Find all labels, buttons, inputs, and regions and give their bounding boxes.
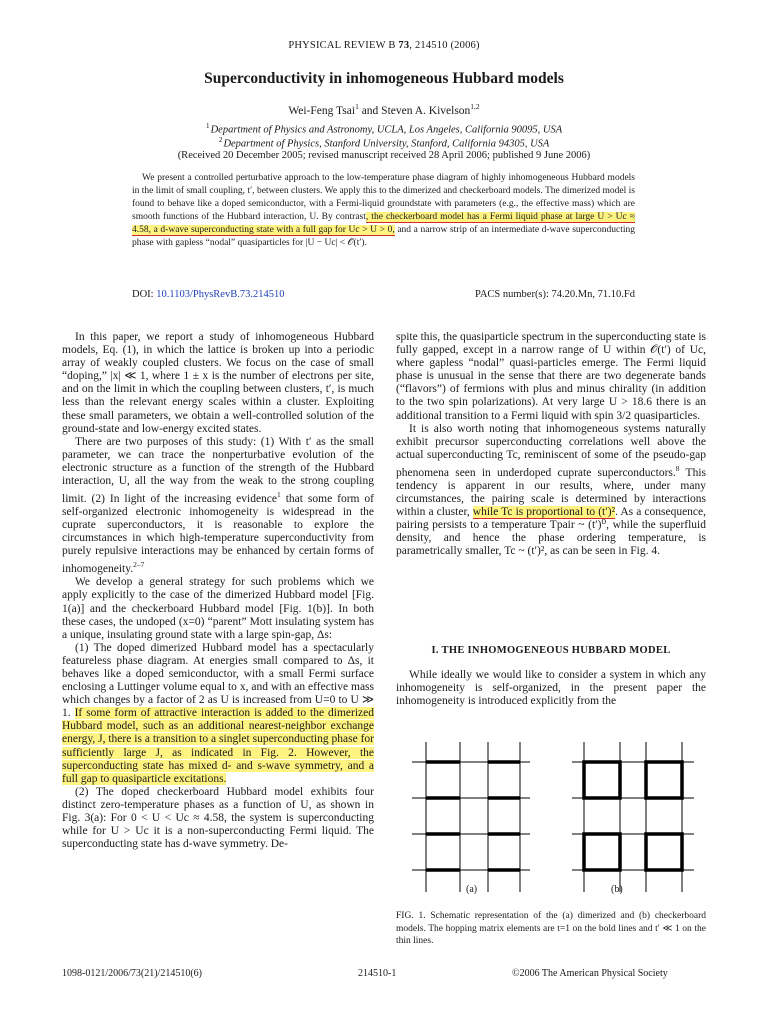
paper-title: Superconductivity in inhomogeneous Hubbard models [204, 70, 564, 87]
affiliation-1-number: 1 [205, 121, 210, 130]
author-2: Steven A. Kivelson [381, 104, 471, 117]
author-1-affil: 1 [355, 102, 359, 111]
pacs-numbers: PACS number(s): 74.20.Mn, 71.10.Fd [474, 289, 635, 300]
right-p2-text-a: It is also worth noting that inhomogeneous systems naturally exhibit precursor superconducting correlations well above the actual superconducting Tc, reminiscent of some of the pseudo-gap phenomena seen in underdoped cuprate superconductors. [396, 422, 706, 479]
figure-caption: FIG. 1. Schematic representation of the (a) dimerized and (b) checkerboard models. The hopping matrix elements are t=1 on the bold lines and t′ ≪ 1 on the thin lines. [396, 911, 706, 946]
plaquette [646, 834, 682, 870]
footer-copyright: ©2006 The American Physical Society [512, 968, 668, 979]
article-number: , 214510 (2006) [409, 40, 480, 51]
left-paragraph-1: In this paper, we report a study of inhomogeneous Hubbard models, Eq. (1), in which the lattice is broken up into a periodic array of weakly coupled clusters. We focus on the case of small “doping,” |x| ≪ 1, where 1 ± x is the number of electrons per site, and on the limit in which the coupling between clusters, t′, is much less than the relevant energy scales within a cluster. Exploiting these small parameters, we obtain a well-controlled solution of the ground-state and low-energy excited states. [62, 331, 374, 435]
footer-page-number: 214510-1 [358, 968, 397, 979]
abstract-highlight: , the checkerboard model has a Fermi liquid phase at large U > Uc ≈ 4.58, a d-wave superconducting state with a full gap for Uc > U > 0, [132, 212, 635, 235]
right-p2-text-b: This tendency is apparent in our results, where, under many circumstances, the pairing scale is determined by interactions within a cluster, [396, 466, 706, 519]
figure-label-b: (b) [611, 884, 623, 895]
dimerized-lattice [412, 742, 530, 892]
right-column-top [396, 331, 706, 558]
checkerboard-lattice [572, 742, 694, 892]
received-dates: (Received 20 December 2005; revised manuscript received 28 April 2006; published 9 June 2006) [177, 150, 591, 161]
abstract [132, 172, 635, 250]
figure-1-lattices [412, 742, 694, 902]
affiliation-2-text: Department of Physics, Stanford University, Stanford, California 94305, USA [223, 138, 550, 150]
affiliation-1-text: Department of Physics and Astronomy, UCLA, Los Angeles, California 90095, USA [210, 124, 563, 136]
right-paragraph-3: While ideally we would like to consider a system in which any inhomogeneity is self-organized, in the present paper the inhomogeneity is introduced explicitly from the [396, 669, 706, 708]
left-column [62, 331, 374, 851]
footer-issn: 1098-0121/2006/73(21)/214510(6) [62, 968, 202, 979]
citation-ref[interactable]: 1 [277, 490, 281, 500]
right-paragraph-1: spite this, the quasiparticle spectrum in the superconducting state is fully gapped, except in a narrow range of U within 𝒪(t′) of Uc, where gapless “nodal” quasi-particles emerge. The Fermi liquid phase is unusual in the sense that there are two degenerate bands (“flavors”) of fermions with plus and minus chirality (in addition to the two spin polarizations). At very large U > 18.6 there is an additional transition to a Fermi liquid with spin 3/2 quasiparticles. [396, 331, 706, 422]
plaquette [584, 834, 620, 870]
author-2-affil: 1,2 [470, 102, 480, 111]
journal-header [0, 40, 768, 51]
affiliation-2 [0, 133, 768, 151]
left-paragraph-3: We develop a general strategy for such problems which we apply explicitly to the case of the dimerized Hubbard model [Fig. 1(a)] and the checkerboard Hubbard model [Fig. 1(b)]. In both these cases, the undoped (x=0) “parent” Mott insulating system has a unique, insulating ground state with a large spin-gap, Δs: [62, 576, 374, 641]
doi-link[interactable]: 10.1103/PhysRevB.73.214510 [156, 289, 285, 300]
author-conjunction: and [358, 104, 382, 117]
left-paragraph-5: (2) The doped checkerboard Hubbard model exhibits four distinct zero-temperature phases as a function of U, as shown in Fig. 3(a): For 0 < U < Uc ≈ 4.58, the system is superconducting while for U > Uc it is a non-superconducting Fermi liquid. The superconducting state has d-wave symmetry. De- [62, 785, 374, 851]
author-1: Wei-Feng Tsai [288, 104, 356, 117]
right-paragraph-2 [396, 423, 706, 559]
left-p4-text: (1) The doped dimerized Hubbard model has a spectacularly featureless phase diagram. At energies small compared to Δs, it behaves like a doped semiconductor, with a small Fermi surface enclosing a Luttinger volume equal to x, and with an effective mass which changes by a factor of 2 as U is increased from U=0 to U ≫ 1. [62, 641, 374, 720]
journal-volume: 73 [398, 40, 410, 51]
citation-ref[interactable]: 8 [675, 463, 680, 473]
figure-label-a: (a) [466, 884, 478, 895]
doi [132, 289, 284, 300]
doi-pacs-row [132, 289, 635, 300]
doi-label: DOI: [132, 289, 157, 300]
affiliation-2-number: 2 [218, 135, 223, 144]
right-p2-text-c: . As a consequence, pairing persists to a temperature Tpair ~ (t′)⁰, while the superfluid density, and hence the phase ordering temperature, is parametrically smaller, Tc ~ (t′)², as can be seen in Fig. 4. [396, 506, 707, 558]
citation-ref[interactable]: 2–7 [133, 560, 145, 570]
left-p4-highlight: If some form of attractive interaction is added to the dimerized Hubbard model, such as an additional nearest-neighbor exchange energy, J, there is a transition to a singlet superconducting phase for sufficiently large J, as indicated in Fig. 2. However, the superconducting state has mixed d- and s-wave symmetry, and a full gap to quasiparticle excitations. [62, 707, 374, 785]
left-paragraph-2 [62, 436, 374, 577]
abstract-paragraph [132, 172, 635, 250]
abstract-text-2: and a narrow strip of an intermediate d-wave superconducting phase with gapless “nodal” quasiparticles for |U − Uc| < 𝒪(t′). [132, 225, 635, 248]
journal-name: PHYSICAL REVIEW B [288, 40, 396, 51]
author-list [0, 102, 768, 117]
abstract-text-1: We present a controlled perturbative approach to the low-temperature phase diagram of highly inhomogeneous Hubbard models in the limit of small coupling, t′, between clusters. We apply this to the dimerized and checkerboard models. The dimerized model is found to behave like a doped semiconductor, with a Fermi-liquid groundstate with parameters (e.g., the effective mass) which are smooth functions of the Hubbard interaction, U. By contrast [132, 173, 635, 222]
left-paragraph-4 [62, 642, 374, 786]
right-column-bottom [396, 669, 706, 708]
left-p2-text-b: that some form of self-organized electronic inhomogeneity is widespread in the cuprate superconductors, it is reasonable to explore the circumstances in which high-temperature superconductivity from purely repulsive interactions may be enhanced by certain forms of inhomogeneity. [62, 492, 374, 576]
left-p2-text-a: There are two purposes of this study: (1) With t′ as the small parameter, we can trace the nonperturbative evolution of the electronic structure as a function of the strength of the Hubbard interaction, U, all the way from the weak to the strong coupling limit. (2) In light of the increasing evidence [62, 435, 374, 505]
plaquette [646, 762, 682, 798]
plaquette [584, 762, 620, 798]
right-p2-highlight: while Tc is proportional to (t′)² [472, 506, 616, 519]
section-heading: I. THE INHOMOGENEOUS HUBBARD MODEL [431, 645, 671, 656]
